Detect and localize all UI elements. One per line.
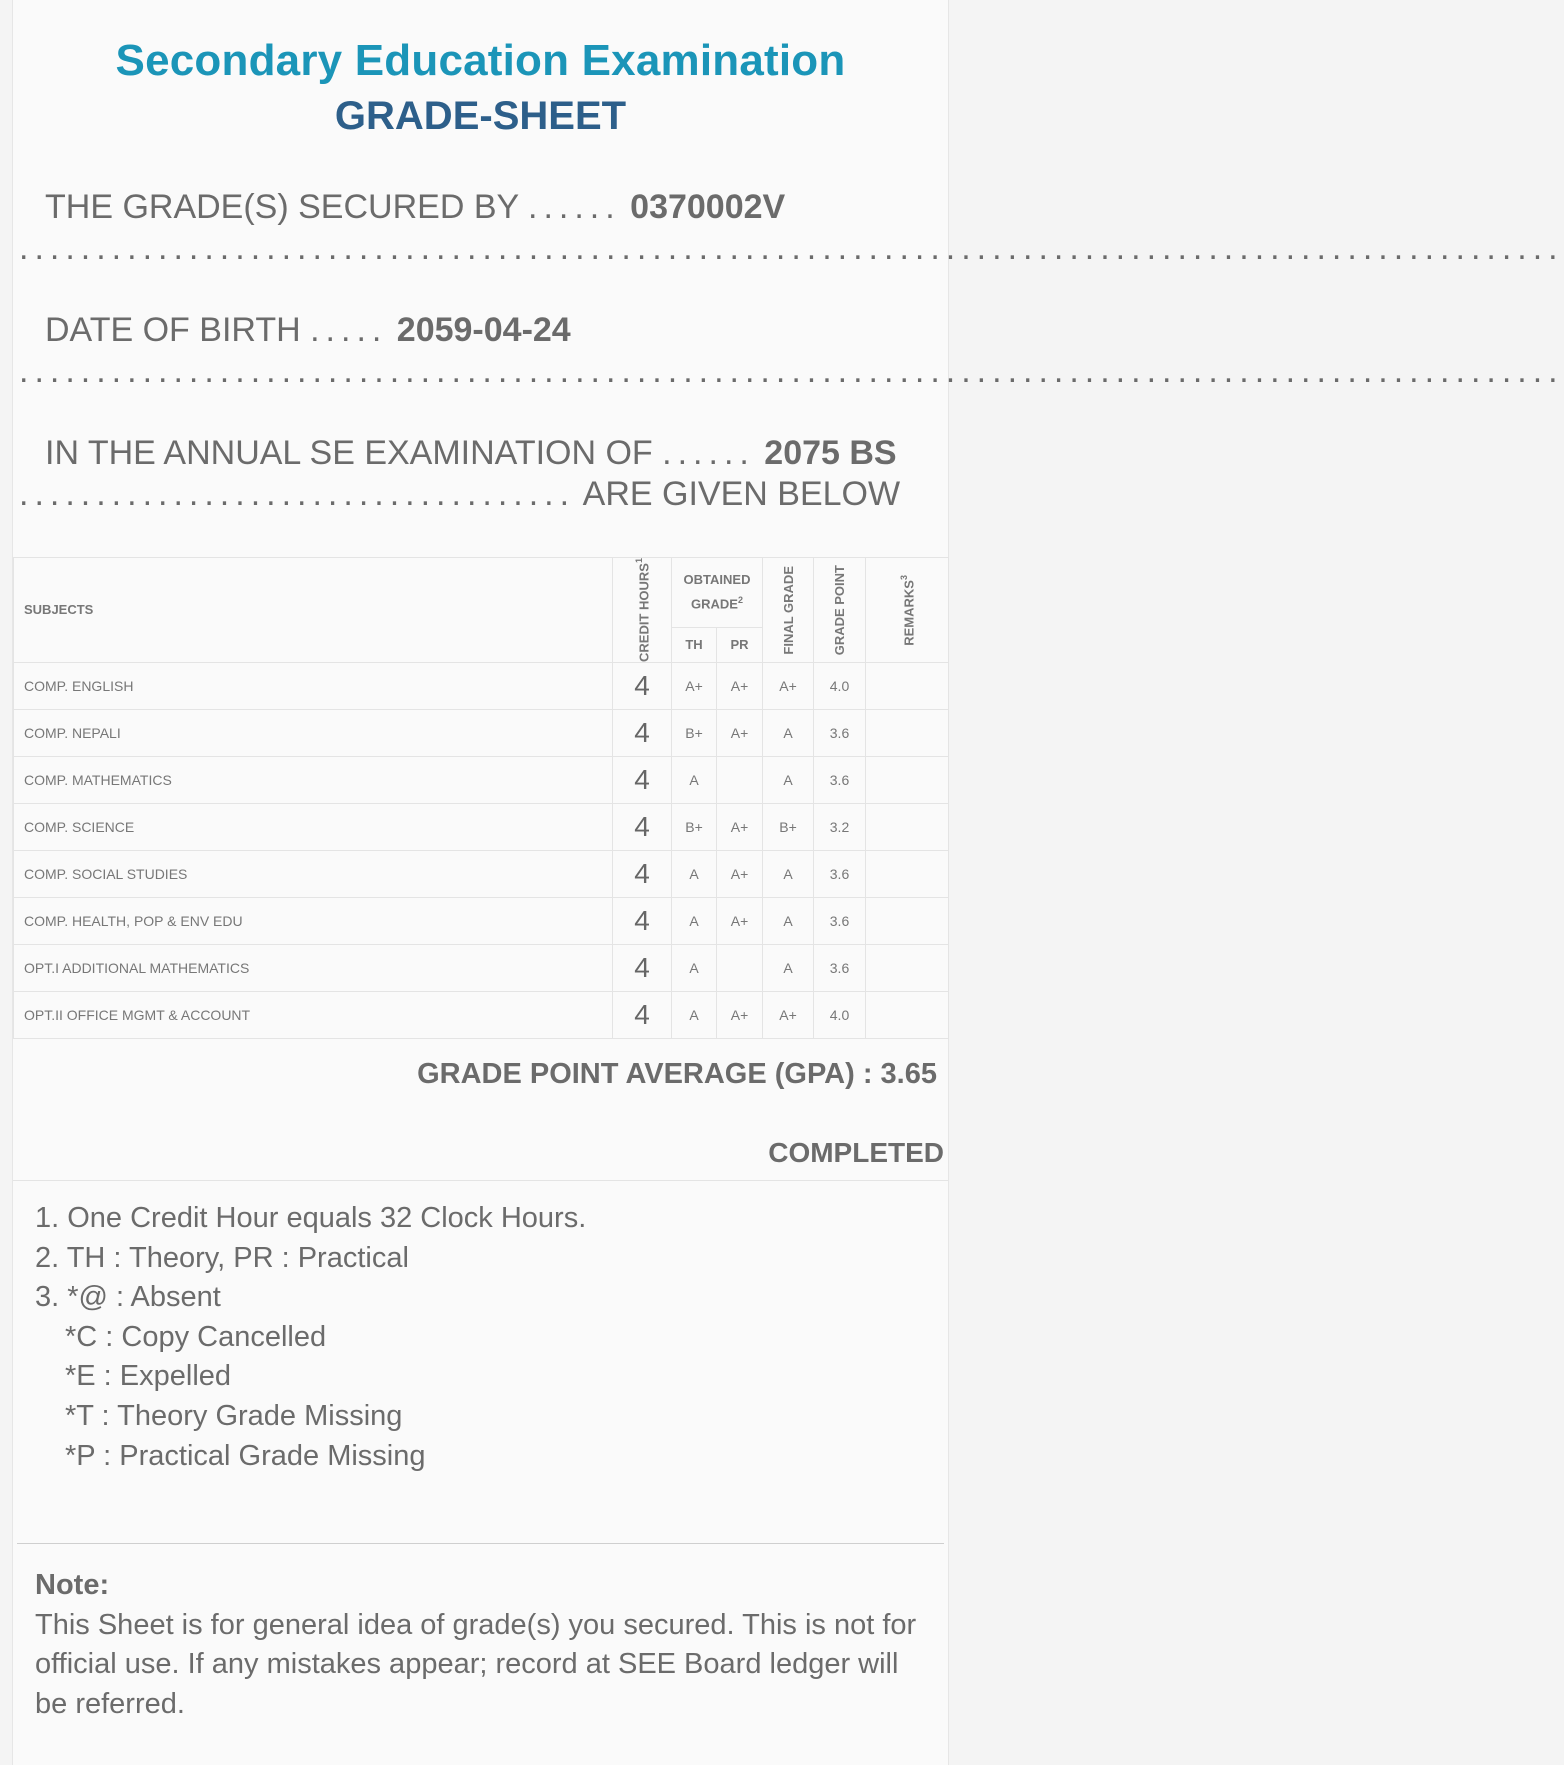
grade-point-cell: 3.6 <box>814 756 866 803</box>
note-title: Note: <box>35 1569 110 1601</box>
header-pr: PR <box>717 627 763 662</box>
grades-table <box>13 557 949 1039</box>
gpa-label: GRADE POINT AVERAGE (GPA) : <box>417 1058 873 1090</box>
grade-point-cell: 3.6 <box>814 850 866 897</box>
pr-grade-cell <box>717 756 763 803</box>
remarks-cell <box>866 756 949 803</box>
th-grade-cell: B+ <box>672 803 717 850</box>
grade-point-cell: 3.6 <box>814 897 866 944</box>
note-box <box>35 1566 925 1724</box>
table-row <box>14 662 949 709</box>
grade-point-cell: 4.0 <box>814 991 866 1038</box>
subject-cell: COMP. SCIENCE <box>14 803 613 850</box>
remarks-cell <box>866 944 949 991</box>
credit-hours-cell: 4 <box>613 803 672 850</box>
credit-hours-cell: 4 <box>613 897 672 944</box>
pr-grade-cell <box>717 944 763 991</box>
remarks-cell <box>866 897 949 944</box>
subject-cell: COMP. HEALTH, POP & ENV EDU <box>14 897 613 944</box>
th-grade-cell: A <box>672 756 717 803</box>
header-th: TH <box>672 627 717 662</box>
credit-hours-cell: 4 <box>613 709 672 756</box>
credit-hours-cell: 4 <box>613 944 672 991</box>
table-row <box>14 709 949 756</box>
exam-title: Secondary Education Examination <box>115 36 846 85</box>
legend-item: *P : Practical Grade Missing <box>65 1439 426 1472</box>
pr-grade-cell: A+ <box>717 709 763 756</box>
legend-item: *T : Theory Grade Missing <box>65 1399 403 1432</box>
header-final-grade: FINAL GRADE <box>763 558 814 663</box>
table-row <box>14 803 949 850</box>
legend-item: *E : Expelled <box>65 1360 232 1393</box>
legend-list <box>35 1199 586 1476</box>
exam-line: IN THE ANNUAL SE EXAMINATION OF ...... 2075 BS .................................... ARE GIVEN BELOW <box>19 434 901 513</box>
subject-cell: COMP. SOCIAL STUDIES <box>14 850 613 897</box>
exam-label: IN THE ANNUAL SE EXAMINATION OF <box>45 434 653 472</box>
legend-item: *C : Copy Cancelled <box>65 1320 327 1353</box>
grade-point-cell: 3.2 <box>814 803 866 850</box>
pr-grade-cell: A+ <box>717 991 763 1038</box>
table-row <box>14 897 949 944</box>
divider <box>13 1180 948 1181</box>
th-grade-cell: A <box>672 850 717 897</box>
divider <box>17 1543 944 1544</box>
sheet-title: GRADE-SHEET <box>334 94 627 138</box>
header-grade-point: GRADE POINT <box>814 558 866 663</box>
subject-cell: COMP. NEPALI <box>14 709 613 756</box>
secured-by-line: THE GRADE(S) SECURED BY ...... 0370002V .................................................................................................... <box>19 188 1564 267</box>
th-grade-cell: A <box>672 897 717 944</box>
table-row <box>14 850 949 897</box>
table-row <box>14 944 949 991</box>
credit-hours-cell: 4 <box>613 991 672 1038</box>
pr-grade-cell: A+ <box>717 850 763 897</box>
subject-cell: OPT.I ADDITIONAL MATHEMATICS <box>14 944 613 991</box>
th-grade-cell: A <box>672 944 717 991</box>
result-status: COMPLETED <box>768 1137 944 1168</box>
legend-item: 2. TH : Theory, PR : Practical <box>35 1241 409 1274</box>
grade-point-cell: 3.6 <box>814 944 866 991</box>
secured-by-label: THE GRADE(S) SECURED BY <box>45 188 519 226</box>
table-row <box>14 991 949 1038</box>
gpa-line <box>417 1058 937 1091</box>
final-grade-cell: A+ <box>763 991 814 1038</box>
dob-value: 2059-04-24 <box>396 311 571 349</box>
th-grade-cell: A <box>672 991 717 1038</box>
note-text: This Sheet is for general idea of grade(s) you secured. This is not for official use. If any mistakes appear; record at SEE Board ledger will be referred. <box>35 1608 917 1720</box>
legend-item: 3. *@ : Absent <box>35 1281 221 1314</box>
subject-cell: OPT.II OFFICE MGMT & ACCOUNT <box>14 991 613 1038</box>
credit-hours-cell: 4 <box>613 850 672 897</box>
pr-grade-cell: A+ <box>717 897 763 944</box>
exam-year: 2075 BS <box>764 434 897 472</box>
final-grade-cell: B+ <box>763 803 814 850</box>
given-below-text: ARE GIVEN BELOW <box>582 475 901 513</box>
legend-item: 1. One Credit Hour equals 32 Clock Hours. <box>35 1202 587 1234</box>
remarks-cell <box>866 803 949 850</box>
table-row <box>14 756 949 803</box>
final-grade-cell: A <box>763 944 814 991</box>
final-grade-cell: A+ <box>763 662 814 709</box>
credit-hours-cell: 4 <box>613 662 672 709</box>
final-grade-cell: A <box>763 756 814 803</box>
th-grade-cell: B+ <box>672 709 717 756</box>
grade-sheet <box>12 0 1564 1765</box>
final-grade-cell: A <box>763 709 814 756</box>
header-subjects: SUBJECTS <box>14 558 613 663</box>
subject-cell: COMP. MATHEMATICS <box>14 756 613 803</box>
remarks-cell <box>866 991 949 1038</box>
pr-grade-cell: A+ <box>717 662 763 709</box>
header-remarks: REMARKS$^3$ <box>866 558 949 663</box>
remarks-cell <box>866 850 949 897</box>
dob-label: DATE OF BIRTH <box>45 311 301 349</box>
dob-line: DATE OF BIRTH ..... 2059-04-24 .................................................................................................... <box>19 311 1564 390</box>
header-credit-hours: CREDIT HOURS$^1$ <box>613 558 672 663</box>
symbol-number: 0370002V <box>630 188 786 226</box>
th-grade-cell: A+ <box>672 662 717 709</box>
credit-hours-cell: 4 <box>613 756 672 803</box>
remarks-cell <box>866 709 949 756</box>
final-grade-cell: A <box>763 897 814 944</box>
remarks-cell <box>866 662 949 709</box>
grade-point-cell: 3.6 <box>814 709 866 756</box>
header-obtained-grade: OBTAINED GRADE$^2$ <box>672 558 763 628</box>
gpa-value: 3.65 <box>880 1058 937 1090</box>
grade-point-cell: 4.0 <box>814 662 866 709</box>
pr-grade-cell: A+ <box>717 803 763 850</box>
final-grade-cell: A <box>763 850 814 897</box>
subject-cell: COMP. ENGLISH <box>14 662 613 709</box>
